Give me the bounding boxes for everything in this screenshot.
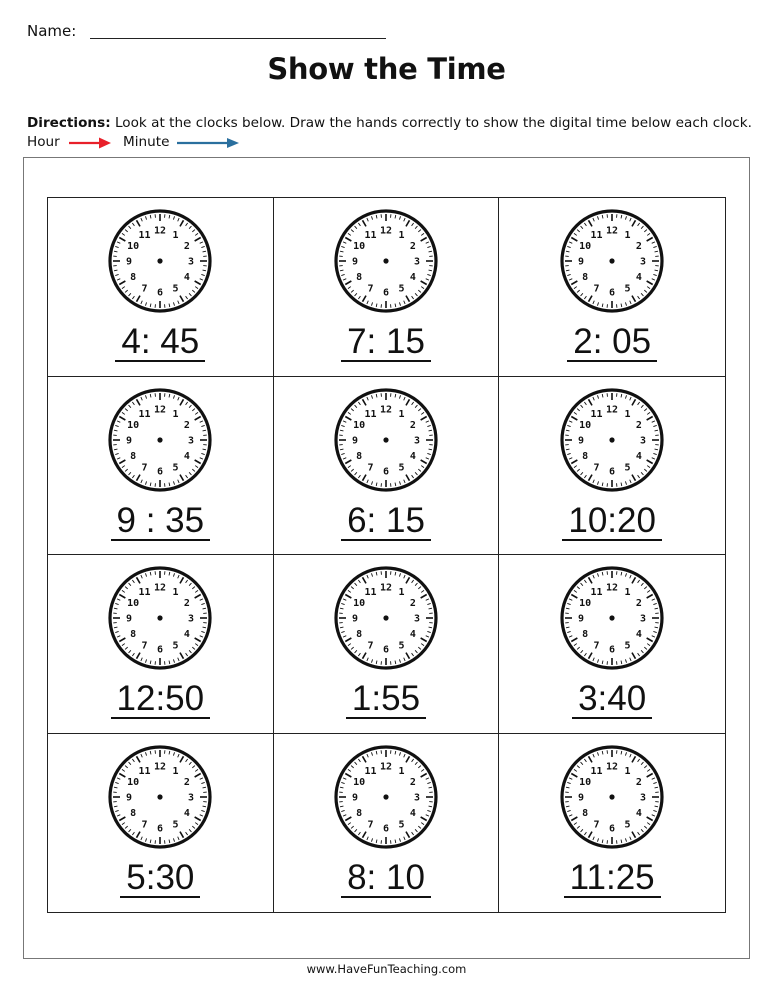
clock-center-dot <box>158 258 163 263</box>
clock-number: 8 <box>356 450 363 462</box>
clock-number: 1 <box>624 408 631 420</box>
clock-cell <box>499 377 725 556</box>
clock-number: 11 <box>364 765 377 777</box>
clock-number: 6 <box>382 644 389 656</box>
clock-number: 6 <box>157 466 164 478</box>
digital-time: 7: 15 <box>341 324 431 362</box>
clock-number: 2 <box>409 776 416 788</box>
clock-number: 2 <box>635 419 643 431</box>
clock-cell <box>274 377 500 556</box>
clock-number: 2 <box>409 598 416 610</box>
digital-time: 4: 45 <box>115 324 205 362</box>
clock-number: 8 <box>130 807 137 819</box>
name-label: Name: <box>27 22 77 40</box>
clock-number: 12 <box>379 761 393 773</box>
clock-number: 4 <box>635 629 643 641</box>
clock-number: 9 <box>578 256 585 268</box>
clock-number: 3 <box>188 435 195 447</box>
clock-number: 3 <box>640 256 647 268</box>
legend-minute-label: Minute <box>123 134 170 150</box>
clock-number: 8 <box>356 807 363 819</box>
clock-number: 9 <box>126 792 133 804</box>
clock-center-dot <box>610 258 615 263</box>
clock-number: 3 <box>413 256 420 268</box>
clock-center-dot <box>610 794 615 799</box>
clock-number: 9 <box>578 435 585 447</box>
clock-cell <box>48 555 274 734</box>
clock-number: 7 <box>593 640 600 652</box>
digital-time: 11:25 <box>564 860 661 898</box>
clock-number: 6 <box>609 466 616 478</box>
clock-number: 12 <box>154 404 167 416</box>
digital-time: 8: 10 <box>341 860 431 898</box>
clock-number: 3 <box>188 613 195 625</box>
clock-number: 2 <box>184 776 191 788</box>
clock-number: 12 <box>379 404 393 416</box>
clock-number: 1 <box>398 586 405 598</box>
clock-cell <box>48 198 274 377</box>
clock-number: 4 <box>409 629 416 641</box>
clock-number: 2 <box>184 241 191 253</box>
clock-number: 12 <box>606 225 619 237</box>
clock-number: 12 <box>379 225 393 237</box>
clock-center-dot <box>610 615 615 620</box>
clock-face[interactable] <box>332 386 440 494</box>
clock-number: 9 <box>126 435 133 447</box>
clock-number: 4 <box>409 272 416 284</box>
clock-number: 11 <box>590 229 603 241</box>
digital-time: 6: 15 <box>341 503 431 541</box>
clock-number: 2 <box>635 776 643 788</box>
clock-center-dot <box>383 258 388 263</box>
page-title: Show the Time <box>267 52 506 86</box>
clock-number: 5 <box>624 461 631 473</box>
clock-number: 8 <box>130 629 137 641</box>
legend <box>27 134 287 152</box>
clock-number: 11 <box>364 229 377 241</box>
clock-number: 11 <box>590 765 603 777</box>
clock-cell <box>48 734 274 913</box>
clock-number: 7 <box>141 461 148 473</box>
clock-number: 3 <box>640 613 647 625</box>
footer-url: www.HaveFunTeaching.com <box>306 962 467 976</box>
clock-number: 10 <box>127 776 140 788</box>
clock-cell <box>499 555 725 734</box>
clock-center-dot <box>383 794 388 799</box>
clock-number: 1 <box>624 229 631 241</box>
clock-number: 1 <box>398 408 405 420</box>
clock-number: 7 <box>593 461 600 473</box>
clock-number: 9 <box>126 256 133 268</box>
clock-cell <box>274 555 500 734</box>
clock-center-dot <box>383 615 388 620</box>
clock-number: 11 <box>590 586 603 598</box>
clock-center-dot <box>158 437 163 442</box>
clock-number: 6 <box>609 287 616 299</box>
clock-number: 4 <box>409 807 416 819</box>
clock-number: 10 <box>579 598 592 610</box>
clock-face[interactable] <box>332 564 440 672</box>
clock-number: 7 <box>141 283 148 295</box>
clock-number: 4 <box>635 272 643 284</box>
clock-number: 11 <box>138 586 151 598</box>
clock-number: 8 <box>356 272 363 284</box>
clock-number: 12 <box>154 582 167 594</box>
clock-number: 8 <box>582 807 589 819</box>
clock-number: 8 <box>130 272 137 284</box>
clock-number: 5 <box>172 640 179 652</box>
clock-number: 1 <box>398 229 405 241</box>
clock-cell <box>499 734 725 913</box>
clock-number: 1 <box>172 408 179 420</box>
clock-center-dot <box>158 794 163 799</box>
clock-number: 5 <box>398 461 405 473</box>
clock-number: 12 <box>606 582 619 594</box>
clock-number: 10 <box>127 241 140 253</box>
clock-number: 2 <box>184 419 191 431</box>
clock-number: 4 <box>184 807 191 819</box>
clock-number: 9 <box>126 613 133 625</box>
clock-face[interactable] <box>558 386 666 494</box>
digital-time: 10:20 <box>562 503 662 541</box>
clock-number: 6 <box>382 287 389 299</box>
clock-face[interactable] <box>332 743 440 851</box>
clock-number: 12 <box>379 582 393 594</box>
hour-arrow-icon <box>69 137 111 149</box>
digital-time: 1:55 <box>346 681 426 719</box>
clock-number: 1 <box>172 229 179 241</box>
clock-number: 2 <box>635 598 643 610</box>
clock-number: 1 <box>398 765 405 777</box>
clock-face[interactable] <box>106 743 214 851</box>
clock-face[interactable] <box>558 564 666 672</box>
clock-center-dot <box>610 437 615 442</box>
clock-number: 3 <box>413 613 420 625</box>
clock-number: 11 <box>590 408 603 420</box>
clock-number: 3 <box>188 256 195 268</box>
clock-number: 10 <box>579 241 592 253</box>
clock-number: 4 <box>184 450 191 462</box>
clock-number: 6 <box>157 287 164 299</box>
clock-number: 11 <box>364 586 377 598</box>
clock-number: 3 <box>640 792 647 804</box>
clock-number: 1 <box>172 765 179 777</box>
clock-number: 4 <box>184 629 191 641</box>
clock-number: 9 <box>351 435 358 447</box>
minute-arrow-icon <box>177 137 239 149</box>
clock-number: 9 <box>351 256 358 268</box>
clock-face[interactable] <box>332 207 440 315</box>
clock-number: 2 <box>409 241 416 253</box>
clock-cell <box>48 377 274 556</box>
clock-face[interactable] <box>558 207 666 315</box>
clock-number: 5 <box>172 818 179 830</box>
clock-number: 1 <box>624 765 631 777</box>
clock-number: 4 <box>635 450 643 462</box>
clock-number: 11 <box>138 765 151 777</box>
clock-number: 9 <box>578 792 585 804</box>
clock-number: 8 <box>582 272 589 284</box>
clock-number: 8 <box>582 450 589 462</box>
clock-number: 6 <box>157 644 164 656</box>
digital-time: 3:40 <box>572 681 652 719</box>
clock-number: 10 <box>353 598 366 610</box>
legend-hour-label: Hour <box>27 134 60 150</box>
clock-grid <box>47 197 726 913</box>
clock-number: 7 <box>367 283 374 295</box>
clock-number: 12 <box>606 761 619 773</box>
clock-center-dot <box>383 437 388 442</box>
clock-number: 5 <box>172 461 179 473</box>
clock-number: 10 <box>579 776 592 788</box>
clock-number: 6 <box>382 823 389 835</box>
clock-number: 8 <box>356 629 363 641</box>
clock-number: 8 <box>582 629 589 641</box>
clock-number: 11 <box>138 408 151 420</box>
clock-number: 5 <box>398 818 405 830</box>
clock-number: 7 <box>367 818 374 830</box>
clock-number: 10 <box>127 419 140 431</box>
clock-number: 10 <box>579 419 592 431</box>
clock-number: 3 <box>188 792 195 804</box>
clock-number: 5 <box>624 283 631 295</box>
clock-number: 3 <box>413 435 420 447</box>
clock-face[interactable] <box>106 564 214 672</box>
clock-number: 2 <box>184 598 191 610</box>
clock-number: 4 <box>184 272 191 284</box>
clock-number: 6 <box>609 823 616 835</box>
clock-cell <box>274 198 500 377</box>
clock-cell <box>274 734 500 913</box>
clock-number: 9 <box>351 792 358 804</box>
clock-number: 7 <box>593 818 600 830</box>
digital-time: 5:30 <box>120 860 200 898</box>
clock-number: 12 <box>606 404 619 416</box>
clock-number: 6 <box>157 823 164 835</box>
digital-time: 9 : 35 <box>111 503 211 541</box>
clock-number: 11 <box>138 229 151 241</box>
directions-label: Directions: <box>27 115 111 131</box>
clock-number: 12 <box>154 761 167 773</box>
clock-face[interactable] <box>106 207 214 315</box>
clock-number: 3 <box>413 792 420 804</box>
clock-number: 8 <box>130 450 137 462</box>
clock-face[interactable] <box>106 386 214 494</box>
clock-number: 6 <box>382 466 389 478</box>
clock-number: 7 <box>141 818 148 830</box>
clock-number: 1 <box>624 586 631 598</box>
directions-text: Look at the clocks below. Draw the hands correctly to show the digital time below each clock. <box>114 115 752 131</box>
clock-face[interactable] <box>558 743 666 851</box>
clock-number: 11 <box>364 408 377 420</box>
clock-number: 4 <box>409 450 416 462</box>
clock-number: 9 <box>578 613 585 625</box>
digital-time: 12:50 <box>111 681 211 719</box>
clock-number: 5 <box>398 283 405 295</box>
digital-time: 2: 05 <box>567 324 657 362</box>
clock-number: 2 <box>409 419 416 431</box>
clock-number: 5 <box>624 640 631 652</box>
clock-number: 12 <box>154 225 167 237</box>
clock-number: 7 <box>141 640 148 652</box>
clock-number: 10 <box>353 419 366 431</box>
clock-center-dot <box>158 615 163 620</box>
clock-cell <box>499 198 725 377</box>
clock-number: 7 <box>367 461 374 473</box>
clock-number: 10 <box>353 776 366 788</box>
clock-number: 2 <box>635 241 643 253</box>
clock-number: 7 <box>593 283 600 295</box>
clock-number: 3 <box>640 435 647 447</box>
clock-number: 5 <box>172 283 179 295</box>
clock-number: 9 <box>351 613 358 625</box>
clock-number: 10 <box>127 598 140 610</box>
clock-number: 5 <box>624 818 631 830</box>
clock-number: 5 <box>398 640 405 652</box>
clock-number: 1 <box>172 586 179 598</box>
directions <box>27 115 752 131</box>
name-line[interactable] <box>90 38 386 39</box>
clock-number: 7 <box>367 640 374 652</box>
clock-number: 10 <box>353 241 366 253</box>
clock-number: 4 <box>635 807 643 819</box>
clock-number: 6 <box>609 644 616 656</box>
